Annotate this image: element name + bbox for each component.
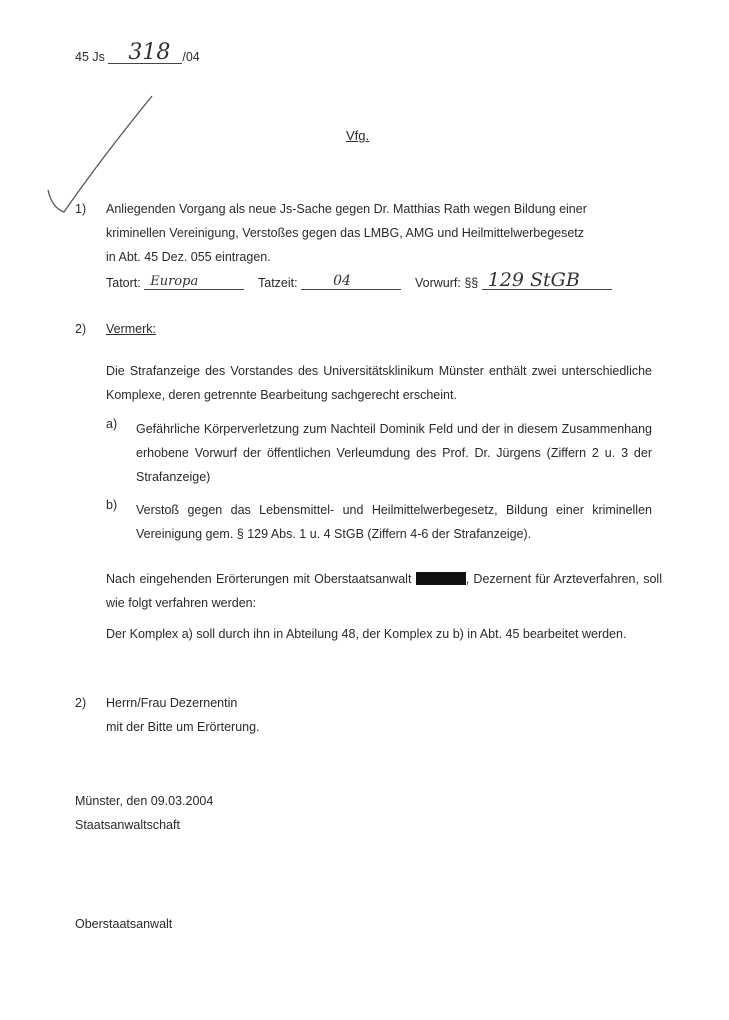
vorwurf-value: 129 StGB	[487, 269, 580, 291]
para1-before: Nach eingehenden Erörterungen mit Oberstaatsanwalt	[106, 572, 412, 586]
komplex-paragraph: Der Komplex a) soll durch ihn in Abteilung 48, der Komplex zu b) in Abt. 45 bearbeitet werden.	[106, 627, 627, 641]
file-prefix: 45 Js	[75, 50, 105, 64]
tatort-row	[106, 275, 244, 290]
tatzeit-label: Tatzeit:	[258, 276, 298, 290]
erorterung-paragraph	[106, 567, 662, 615]
item3-line2: mit der Bitte um Erörterung.	[106, 720, 260, 734]
file-number-handwritten: 318	[128, 40, 171, 65]
sub-b-label: b)	[106, 498, 118, 512]
vorwurf-row	[415, 269, 612, 291]
place-date: Münster, den 09.03.2004	[75, 794, 214, 808]
item1-line1: Anliegenden Vorgang als neue Js-Sache gegen Dr. Matthias Rath wegen Bildung einer	[106, 202, 587, 216]
para1-after: , Dezernent für Arzteverfahren, soll wie folgt verfahren werden:	[106, 572, 662, 610]
authority: Staatsanwaltschaft	[75, 818, 180, 832]
file-suffix: /04	[182, 50, 200, 64]
item3-number: 2)	[75, 696, 87, 710]
vermerk-heading: Vermerk:	[106, 322, 157, 336]
sub-b-text: Verstoß gegen das Lebensmittel- und Heilmittelwerbegesetz, Bildung einer kriminellen Vereinigung gem. § 129 Abs. 1 u. 4 StGB (Ziffern 4-6 der Strafanzeige).	[136, 503, 652, 541]
redaction-bar	[416, 572, 466, 585]
item1-line3: in Abt. 45 Dez. 055 eintragen.	[106, 250, 271, 264]
sub-a-label: a)	[106, 417, 118, 431]
item3-line1: Herrn/Frau Dezernentin	[106, 696, 238, 710]
file-number	[75, 40, 200, 65]
tatort-value: Europa	[150, 274, 199, 289]
sub-a-text: Gefährliche Körperverletzung zum Nachteil Dominik Feld und der in diesem Zusammenhang erhobene Vorwurf der öffentlichen Verleumdung des Prof. Dr. Jürgens (Ziffern 2 u. 3 der Strafanzeige)	[136, 422, 652, 484]
signature-title: Oberstaatsanwalt	[75, 917, 173, 931]
item1-line2: kriminellen Vereinigung, Verstoßes gegen das LMBG, AMG und Heilmittelwerbegesetz	[106, 226, 585, 240]
vermerk-intro: Die Strafanzeige des Vorstandes des Universitätsklinikum Münster enthält zwei unterschiedliche Komplexe, deren getrennte Bearbeitung sachgerecht erscheint.	[106, 364, 652, 402]
vorwurf-label: Vorwurf: §§	[415, 276, 479, 290]
tatzeit-row	[258, 275, 401, 290]
tatort-label: Tatort:	[106, 276, 141, 290]
item2-number: 2)	[75, 322, 87, 336]
tatzeit-value: 04	[333, 273, 351, 289]
item1-number: 1)	[75, 202, 87, 216]
page-title: Vfg.	[346, 128, 370, 143]
